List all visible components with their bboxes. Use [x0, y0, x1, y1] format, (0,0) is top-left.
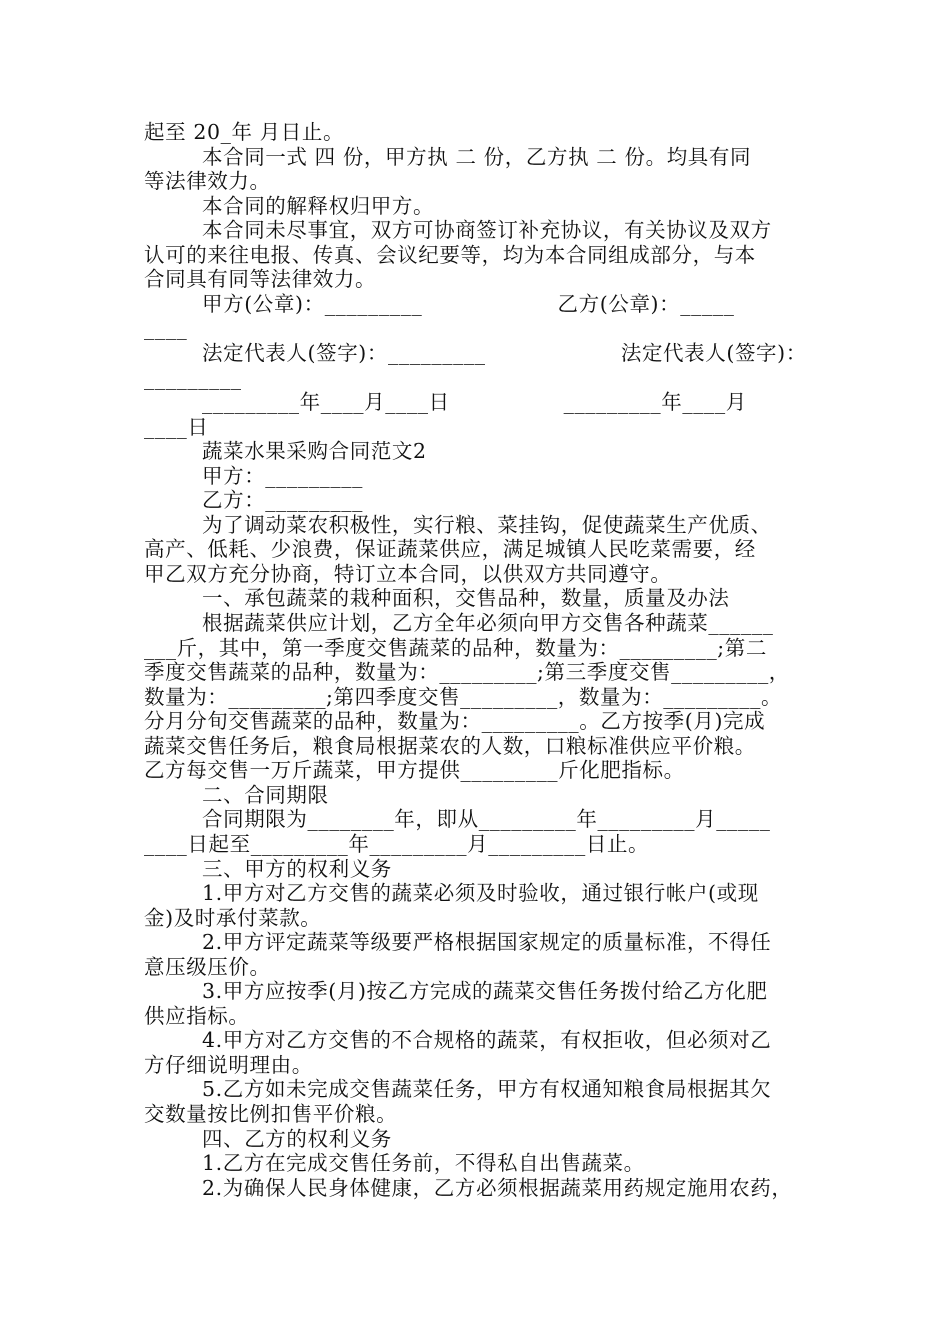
text-line: 意压级压价。 [144, 954, 271, 979]
text-line: 5.乙方如未完成交售蔬菜任务，甲方有权通知粮食局根据其欠 [202, 1077, 772, 1102]
text-line: 二、合同期限 [202, 782, 329, 807]
text-line: 甲方：_________ [202, 463, 363, 488]
text-line: 甲方(公章)：_________ 乙方(公章)：_____ [202, 291, 735, 316]
text-line: 一、承包蔬菜的栽种面积，交售品种，数量，质量及办法 [202, 586, 730, 611]
text-line: 4.甲方对乙方交售的不合规格的蔬菜，有权拒收，但必须对乙 [202, 1028, 772, 1053]
text-line: 方仔细说明理由。 [144, 1052, 313, 1077]
text-line: _________年____月____日 _________年____月 [202, 390, 747, 415]
text-line: 1.甲方对乙方交售的蔬菜必须及时验收，通过银行帐户(或现 [202, 881, 759, 906]
text-line: 认可的来往电报、传真、会议纪要等，均为本合同组成部分，与本 [144, 242, 756, 267]
text-line: 合同具有同等法律效力。 [144, 267, 377, 292]
text-line: 供应指标。 [144, 1003, 250, 1028]
text-line: 甲乙双方充分协商，特订立本合同，以供双方共同遵守。 [144, 561, 672, 586]
text-line: 本合同的解释权归甲方。 [202, 193, 435, 218]
text-line: 乙方：_________ [202, 488, 363, 513]
text-line: 本合同未尽事宜，双方可协商签订补充协议，有关协议及双方 [202, 218, 772, 243]
text-line: 金)及时承付菜款。 [144, 905, 322, 930]
text-line: 1.乙方在完成交售任务前，不得私自出售蔬菜。 [202, 1151, 645, 1176]
text-line: 合同期限为________年，即从_________年_________月_____ [202, 807, 771, 832]
text-line: 等法律效力。 [144, 169, 271, 194]
text-line: 2.为确保人民身体健康，乙方必须根据蔬菜用药规定施用农药， [202, 1175, 793, 1200]
text-line: 2.甲方评定蔬菜等级要严格根据国家规定的质量标准，不得任 [202, 930, 772, 955]
text-line: ____日 [144, 414, 209, 439]
text-line: 季度交售蔬菜的品种，数量为：_________;第三季度交售_________， [144, 660, 790, 685]
text-line: 四、乙方的权利义务 [202, 1126, 392, 1151]
text-line: 3.甲方应按季(月)按乙方完成的蔬菜交售任务拨付给乙方化肥 [202, 979, 768, 1004]
text-line: 法定代表人(签字)：_________ 法定代表人(签字)： [202, 340, 807, 365]
text-line: 为了调动菜农积极性，实行粮、菜挂钩，促使蔬菜生产优质、 [202, 512, 772, 537]
text-line: 分月分旬交售蔬菜的品种，数量为：_________。乙方按季(月)完成 [144, 709, 766, 734]
text-line: 三、甲方的权利义务 [202, 856, 392, 881]
text-line: ___斤，其中，第一季度交售蔬菜的品种，数量为：_________;第二 [144, 635, 768, 660]
text-line: 根据蔬菜供应计划，乙方全年必须向甲方交售各种蔬菜______ [202, 611, 774, 635]
text-line: 高产、低耗、少浪费，保证蔬菜供应，满足城镇人民吃菜需要，经 [144, 537, 756, 562]
text-line: _________ [144, 365, 242, 390]
text-line: 蔬菜水果采购合同范文2 [202, 439, 427, 464]
text-line: 数量为：_________;第四季度交售_________，数量为：_________。 [144, 684, 783, 709]
text-line: 乙方每交售一万斤蔬菜，甲方提供_________斤化肥指标。 [144, 758, 685, 783]
text-line: 本合同一式 四 份，甲方执 二 份，乙方执 二 份。均具有同 [202, 144, 752, 169]
text-line: ____ [144, 316, 188, 341]
text-line: 蔬菜交售任务后，粮食局根据菜农的人数，口粮标准供应平价粮。 [144, 733, 756, 758]
text-line: ____日起至_________年_________月_________日止。 [144, 831, 650, 856]
text-line: 交数量按比例扣售平价粮。 [144, 1102, 398, 1126]
text-line: 起至 20_年 月日止。 [144, 120, 345, 144]
